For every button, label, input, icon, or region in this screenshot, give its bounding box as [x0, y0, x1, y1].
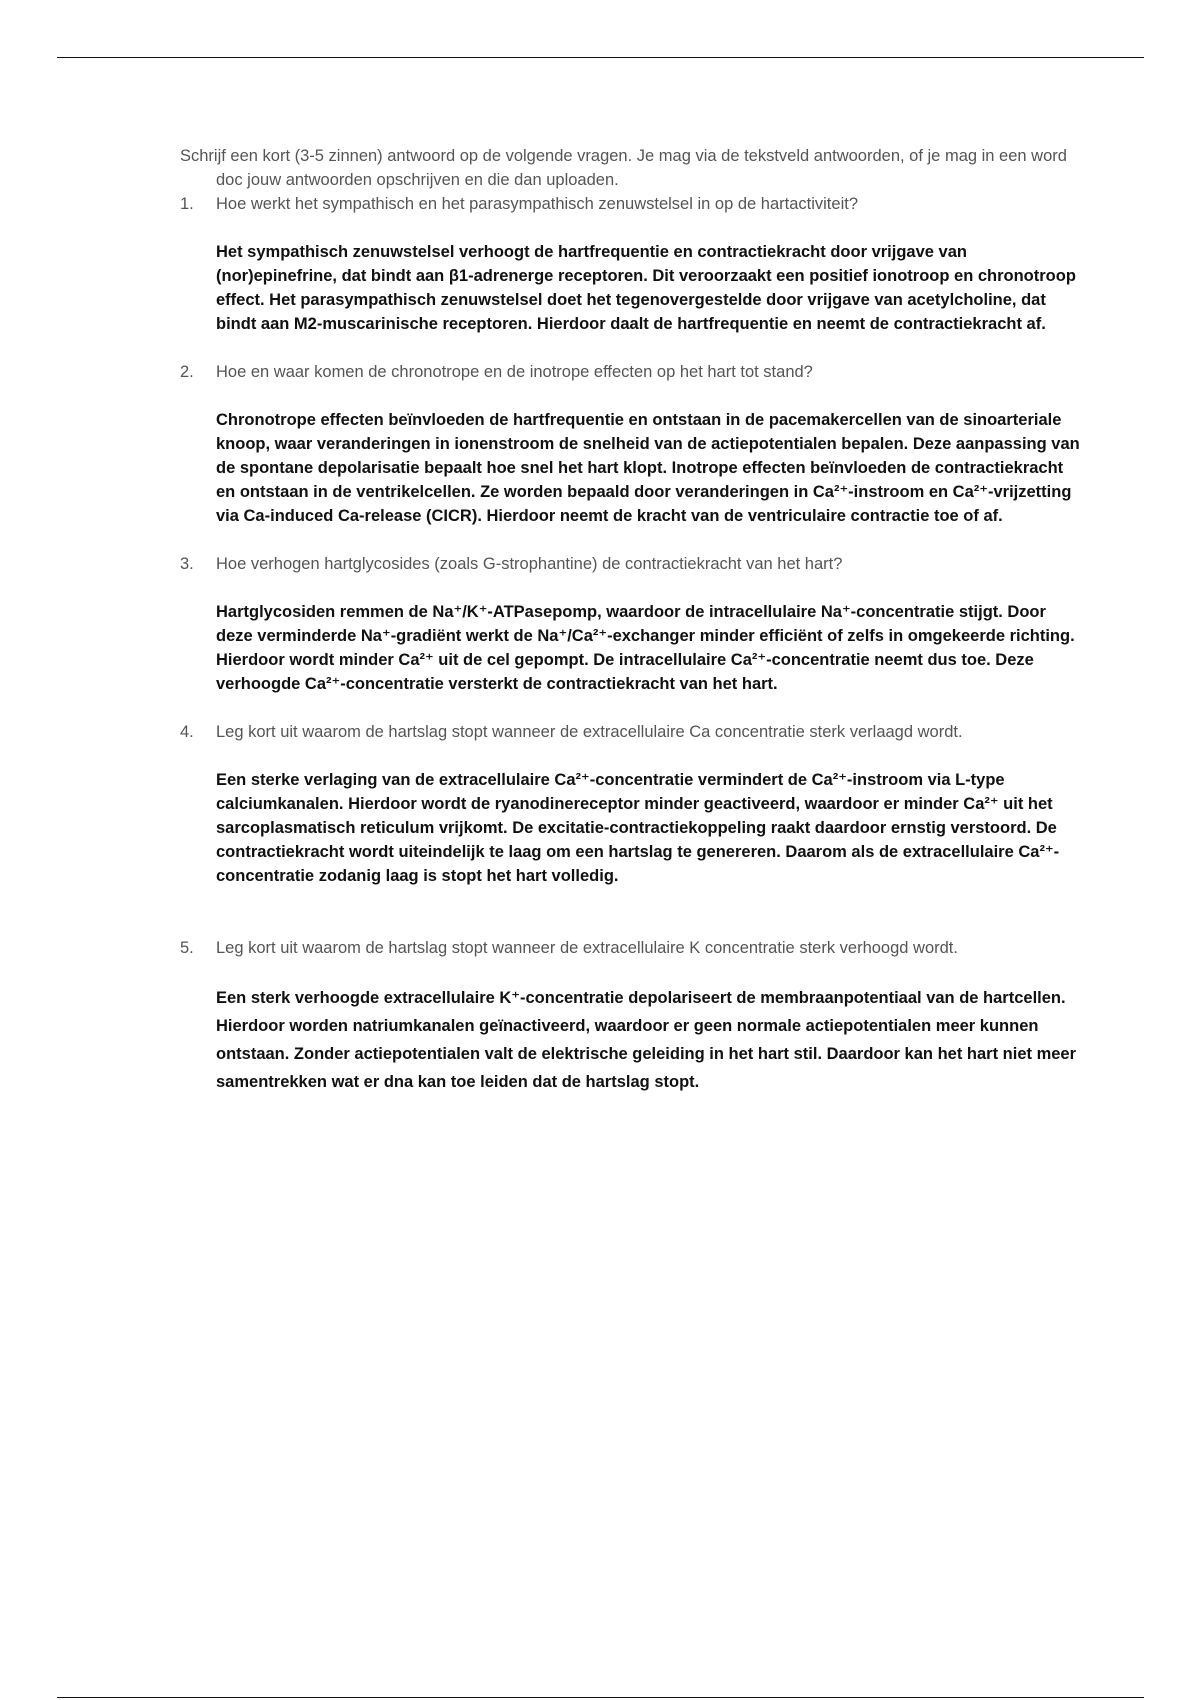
question-text: Leg kort uit waarom de hartslag stopt wanneer de extracellulaire K concentratie sterk verhoogd wordt.: [216, 939, 958, 957]
intro-text: Schrijf een kort (3-5 zinnen) antwoord op de volgende vragen. Je mag via de tekstveld antwoorden, of je mag in een word doc jouw antwoorden opschrijven en die dan uploaden.: [180, 147, 1067, 189]
question-number: 1.: [180, 195, 194, 213]
question-number: 2.: [180, 363, 194, 381]
question-number: 3.: [180, 555, 194, 573]
answer-4: Een sterke verlaging van de extracellulaire Ca²⁺-concentratie vermindert de Ca²⁺-instroom via L-type calciumkanalen. Hierdoor wordt de ryanodinereceptor minder geactiveerd, waardoor er minder Ca²⁺ uit het sarcoplasmatisch reticulum vrijkomt. De excitatie-contractiekoppeling raakt daardoor ernstig verstoord. De contractiekracht wordt uiteindelijk te laag om een hartslag te genereren. Daarom als de extracellulaire Ca²⁺-concentratie zodanig laag is stopt het hart volledig.: [216, 771, 1060, 885]
document-body: [180, 144, 1080, 1096]
question-number: 5.: [180, 939, 194, 957]
question-block-4: [180, 720, 1080, 888]
question-block-3: [180, 552, 1080, 696]
question-text: Hoe en waar komen de chronotrope en de inotrope effecten op het hart tot stand?: [216, 363, 813, 381]
question-block-2: [180, 360, 1080, 528]
answer-1: Het sympathisch zenuwstelsel verhoogt de hartfrequentie en contractiekracht door vrijgave van (nor)epinefrine, dat bindt aan β1-adrenerge receptoren. Dit veroorzaakt een positief ionotroop en chronotroop effect. Het parasympathisch zenuwstelsel doet het tegenovergestelde door vrijgave van acetylcholine, dat bindt aan M2-muscarinische receptoren. Hierdoor daalt de hartfrequentie en neemt de contractiekracht af.: [216, 243, 1076, 333]
answer-3: Hartglycosiden remmen de Na⁺/K⁺-ATPasepomp, waardoor de intracellulaire Na⁺-concentratie stijgt. Door deze verminderde Na⁺-gradiënt werkt de Na⁺/Ca²⁺-exchanger minder efficiënt of zelfs in omgekeerde richting. Hierdoor wordt minder Ca²⁺ uit de cel gepompt. De intracellulaire Ca²⁺-concentratie neemt dus toe. Deze verhoogde Ca²⁺-concentratie versterkt de contractiekracht van het hart.: [216, 603, 1075, 693]
question-text: Hoe werkt het sympathisch en het parasympathisch zenuwstelsel in op de hartactiviteit?: [216, 195, 858, 213]
question-text: Hoe verhogen hartglycosides (zoals G-strophantine) de contractiekracht van het hart?: [216, 555, 843, 573]
question-3: [180, 552, 1080, 576]
question-block-1: [180, 192, 1080, 336]
question-4: [180, 720, 1080, 744]
question-5: [180, 936, 1080, 960]
header-rule: [57, 57, 1144, 58]
question-text: Leg kort uit waarom de hartslag stopt wanneer de extracellulaire Ca concentratie sterk verlaagd wordt.: [216, 723, 963, 741]
question-2: [180, 360, 1080, 384]
footer-rule: [57, 1697, 1144, 1698]
question-number: 4.: [180, 723, 194, 741]
question-1: [180, 192, 1080, 216]
question-block-5: [180, 936, 1080, 1096]
answer-2: Chronotrope effecten beïnvloeden de hartfrequentie en ontstaan in de pacemakercellen van de sinoarteriale knoop, waar veranderingen in ionenstroom de snelheid van de actiepotentialen bepalen. Deze aanpassing van de spontane depolarisatie bepaalt hoe snel het hart klopt. Inotrope effecten beïnvloeden de contractiekracht en ontstaan in de ventrikelcellen. Ze worden bepaald door veranderingen in Ca²⁺-instroom en Ca²⁺-vrijzetting via Ca-induced Ca-release (CICR). Hierdoor neemt de kracht van de ventriculaire contractie toe of af.: [216, 411, 1080, 525]
answer-5: Een sterk verhoogde extracellulaire K⁺-concentratie depolariseert de membraanpotentiaal van de hartcellen. Hierdoor worden natriumkanalen geïnactiveerd, waardoor er geen normale actiepotentialen meer kunnen ontstaan. Zonder actiepotentialen valt de elektrische geleiding in het hart stil. Daardoor kan het hart niet meer samentrekken wat er dna kan toe leiden dat de hartslag stopt.: [216, 989, 1077, 1091]
